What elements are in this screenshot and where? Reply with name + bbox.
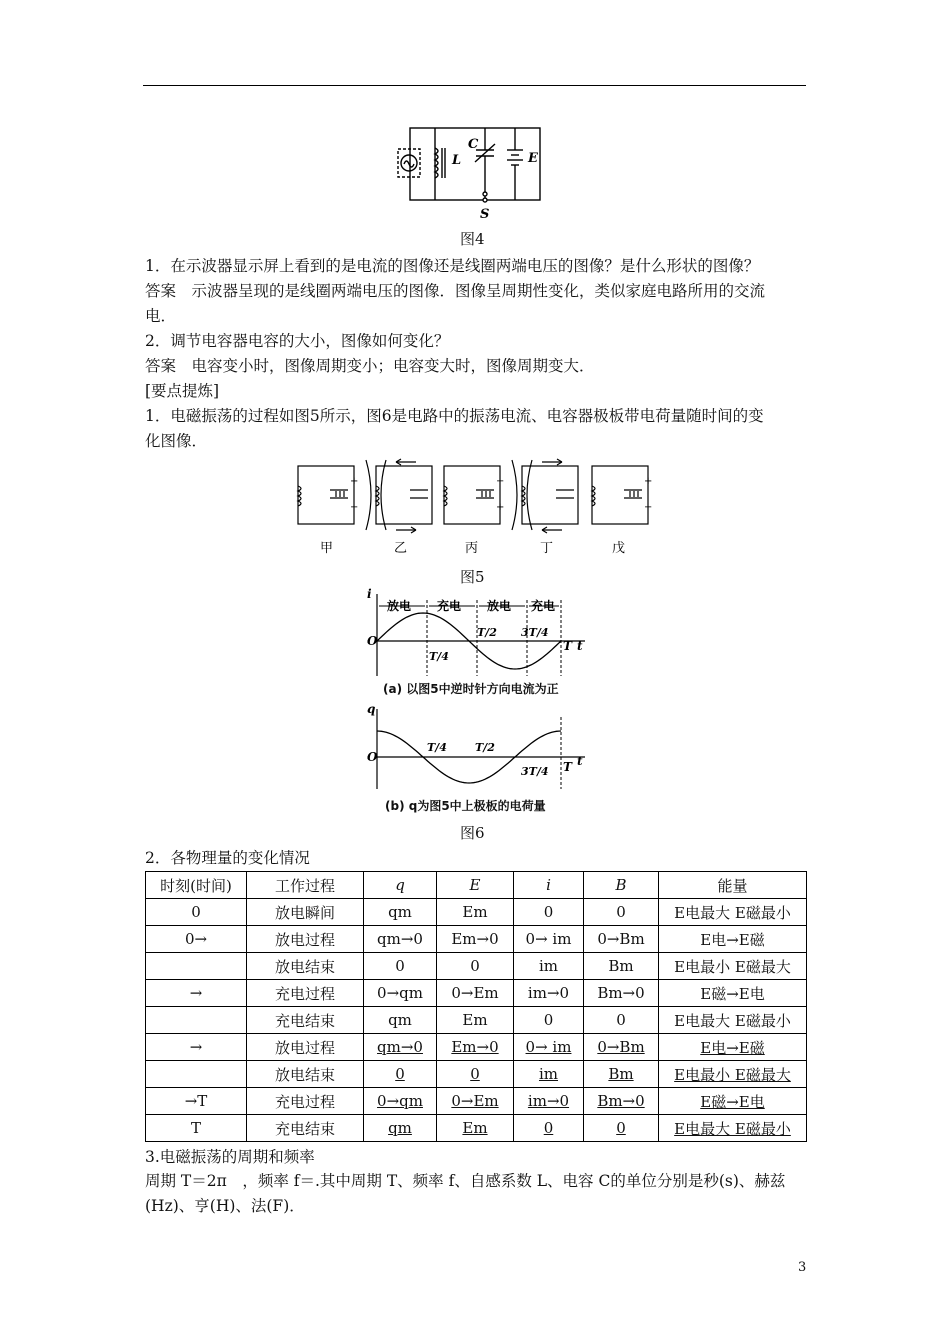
- point1-line1: 1．电磁振荡的过程如图5所示，图6是电路中的振荡电流、电容器极板带电荷量随时间的变: [145, 407, 764, 425]
- quantities-table: [145, 871, 807, 1142]
- table-header-cell: q: [364, 872, 437, 899]
- table-cell-E: 0→Em: [437, 1088, 514, 1115]
- point3-line2: (Hz)、亨(H)、法(F)．: [145, 1197, 305, 1215]
- table-cell-B: Bm→0: [584, 1088, 659, 1115]
- table-cell-B: Bm: [584, 953, 659, 980]
- table-cell-time: [146, 1061, 247, 1088]
- table-cell-q: qm: [364, 1115, 437, 1142]
- table-header-cell: 时刻(时间): [146, 872, 247, 899]
- table-cell-time: →: [146, 1034, 247, 1061]
- fig6b-tick-4: T: [563, 760, 572, 774]
- table-cell-B: 0: [584, 1115, 659, 1142]
- table-cell-B: 0: [584, 899, 659, 926]
- table-header-cell: B: [584, 872, 659, 899]
- fig5-minus-3: −: [496, 476, 505, 487]
- table-row: [146, 1115, 807, 1142]
- table-cell-B: 0→Bm: [584, 926, 659, 953]
- fig4-circuit-diagram: [390, 120, 570, 222]
- table-cell-q: 0: [364, 953, 437, 980]
- point3-line1: 周期 T＝2π ，频率 f＝.其中周期 T、频率 f、自感系数 L、电容 C的单位分别是秒(s)、赫兹: [145, 1172, 786, 1190]
- table-header-cell: 能量: [659, 872, 807, 899]
- q2-question: 2．调节电容器电容的大小，图像如何变化？: [145, 332, 450, 350]
- fig6a-tick-4: T: [563, 639, 572, 653]
- table-header-cell: i: [514, 872, 584, 899]
- table-row: [146, 1061, 807, 1088]
- section-title: [要点提炼]: [145, 382, 220, 400]
- fig5-label-3: 丙: [465, 541, 479, 556]
- table-row: [146, 953, 807, 980]
- fig6a-tick-2: T/2: [477, 626, 497, 639]
- fig5-plus-3: +: [496, 502, 505, 513]
- table-cell-energy: E电最大 E磁最小: [659, 899, 807, 926]
- fig6-caption: 图6: [460, 824, 485, 842]
- table-cell-i: 0: [514, 1115, 584, 1142]
- fig6a-phase-4: 充电: [531, 599, 556, 613]
- table-cell-i: 0→ im: [514, 926, 584, 953]
- fig6b-caption: (b) q为图5中上极板的电荷量: [385, 799, 546, 813]
- table-cell-E: 0: [437, 953, 514, 980]
- table-cell-i: 0: [514, 899, 584, 926]
- fig4-label-C: C: [468, 137, 479, 152]
- fig5-caption: 图5: [460, 568, 485, 586]
- q1-answer-line1: 答案 示波器呈现的是线圈两端电压的图像．图像呈周期性变化，类似家庭电路所用的交流: [145, 282, 766, 300]
- table-cell-process: 放电瞬间: [247, 899, 364, 926]
- point3-title: 3.电磁振荡的周期和频率: [145, 1148, 315, 1166]
- fig6a-phase-3: 放电: [487, 599, 512, 613]
- table-header-cell: E: [437, 872, 514, 899]
- fig5-label-2: 乙: [394, 541, 408, 556]
- q1-answer-line2: 电．: [145, 307, 177, 325]
- fig6a-tick-3: 3T/4: [521, 626, 549, 639]
- table-cell-i: 0→ im: [514, 1034, 584, 1061]
- table-cell-energy: E电最小 E磁最大: [659, 953, 807, 980]
- fig6b-tick-3: 3T/4: [521, 765, 549, 778]
- fig5-minus-5: −: [644, 502, 653, 513]
- table-cell-process: 放电结束: [247, 1061, 364, 1088]
- table-cell-time: [146, 1007, 247, 1034]
- table-row: [146, 1034, 807, 1061]
- fig6a-caption: (a) 以图5中逆时针方向电流为正: [383, 682, 559, 696]
- table-cell-process: 充电结束: [247, 1115, 364, 1142]
- table-cell-process: 放电过程: [247, 1034, 364, 1061]
- table-cell-q: 0: [364, 1061, 437, 1088]
- header-rule: [143, 85, 806, 86]
- table-cell-E: Em→0: [437, 1034, 514, 1061]
- fig6a-ylabel: i: [367, 588, 372, 601]
- table-cell-time: 0: [146, 899, 247, 926]
- table-row: [146, 1088, 807, 1115]
- fig6a-phase-2: 充电: [437, 599, 462, 613]
- table-cell-E: Em: [437, 899, 514, 926]
- fig6b-tick-2: T/2: [475, 741, 495, 754]
- table-cell-energy: E磁→E电: [659, 980, 807, 1007]
- table-cell-q: qm→0: [364, 926, 437, 953]
- table-cell-E: 0: [437, 1061, 514, 1088]
- table-row: [146, 899, 807, 926]
- table-cell-E: Em: [437, 1007, 514, 1034]
- table-cell-B: 0→Bm: [584, 1034, 659, 1061]
- point1-line2: 化图像．: [145, 432, 208, 450]
- fig6a-xlabel: t: [577, 639, 583, 653]
- table-cell-E: Em: [437, 1115, 514, 1142]
- table-cell-process: 放电过程: [247, 926, 364, 953]
- fig6b-origin: O: [367, 750, 378, 764]
- table-cell-B: Bm: [584, 1061, 659, 1088]
- table-cell-q: qm: [364, 899, 437, 926]
- table-cell-process: 充电过程: [247, 1088, 364, 1115]
- table-row: [146, 1007, 807, 1034]
- fig5-plus-1: +: [350, 476, 359, 487]
- table-cell-time: [146, 953, 247, 980]
- table-cell-process: 充电结束: [247, 1007, 364, 1034]
- fig5-label-1: 甲: [320, 541, 334, 556]
- fig5-plus-5: +: [644, 476, 653, 487]
- q1-question: 1．在示波器显示屏上看到的是电流的图像还是线圈两端电压的图像？是什么形状的图像？: [145, 257, 760, 275]
- table-row: [146, 980, 807, 1007]
- table-cell-process: 充电过程: [247, 980, 364, 1007]
- table-cell-i: im→0: [514, 1088, 584, 1115]
- point2-title: 2．各物理量的变化情况: [145, 849, 310, 867]
- table-cell-q: 0→qm: [364, 1088, 437, 1115]
- fig4-label-S: S: [480, 207, 490, 222]
- table-cell-i: im: [514, 953, 584, 980]
- fig4-label-L: L: [452, 153, 462, 168]
- table-header-row: [146, 872, 807, 899]
- table-cell-energy: E电最大 E磁最小: [659, 1007, 807, 1034]
- table-cell-time: 0→: [146, 926, 247, 953]
- table-cell-q: qm: [364, 1007, 437, 1034]
- table-cell-energy: E电→E磁: [659, 1034, 807, 1061]
- table-cell-E: 0→Em: [437, 980, 514, 1007]
- fig5-minus-1: −: [350, 502, 359, 513]
- table-cell-energy: E电最大 E磁最小: [659, 1115, 807, 1142]
- fig6a-origin: O: [367, 634, 378, 648]
- fig6b-tick-1: T/4: [427, 741, 447, 754]
- table-header-cell: 工作过程: [247, 872, 364, 899]
- fig6a-phase-1: 放电: [387, 599, 412, 613]
- table-cell-energy: E电→E磁: [659, 926, 807, 953]
- table-row: [146, 926, 807, 953]
- fig6b-xlabel: t: [577, 754, 583, 768]
- page-number: 3: [798, 1260, 807, 1275]
- q2-answer: 答案 电容变小时，图像周期变小；电容变大时，图像周期变大．: [145, 357, 595, 375]
- table-cell-energy: E磁→E电: [659, 1088, 807, 1115]
- table-cell-q: qm→0: [364, 1034, 437, 1061]
- table-cell-process: 放电结束: [247, 953, 364, 980]
- table-cell-time: →: [146, 980, 247, 1007]
- fig6-chart-b: [365, 703, 595, 793]
- table-cell-i: 0: [514, 1007, 584, 1034]
- table-cell-energy: E电最小 E磁最大: [659, 1061, 807, 1088]
- table-cell-B: Bm→0: [584, 980, 659, 1007]
- table-cell-B: 0: [584, 1007, 659, 1034]
- table-cell-i: im→0: [514, 980, 584, 1007]
- fig5-label-5: 戊: [612, 541, 626, 556]
- table-cell-time: →T: [146, 1088, 247, 1115]
- fig4-caption: 图4: [460, 230, 485, 248]
- table-cell-E: Em→0: [437, 926, 514, 953]
- fig6b-ylabel: q: [367, 703, 376, 716]
- fig5-label-4: 丁: [540, 541, 554, 556]
- table-cell-time: T: [146, 1115, 247, 1142]
- table-cell-q: 0→qm: [364, 980, 437, 1007]
- fig4-label-E: E: [528, 151, 538, 166]
- fig5-diagram: [290, 458, 670, 558]
- fig6a-tick-1: T/4: [429, 650, 449, 663]
- table-cell-i: im: [514, 1061, 584, 1088]
